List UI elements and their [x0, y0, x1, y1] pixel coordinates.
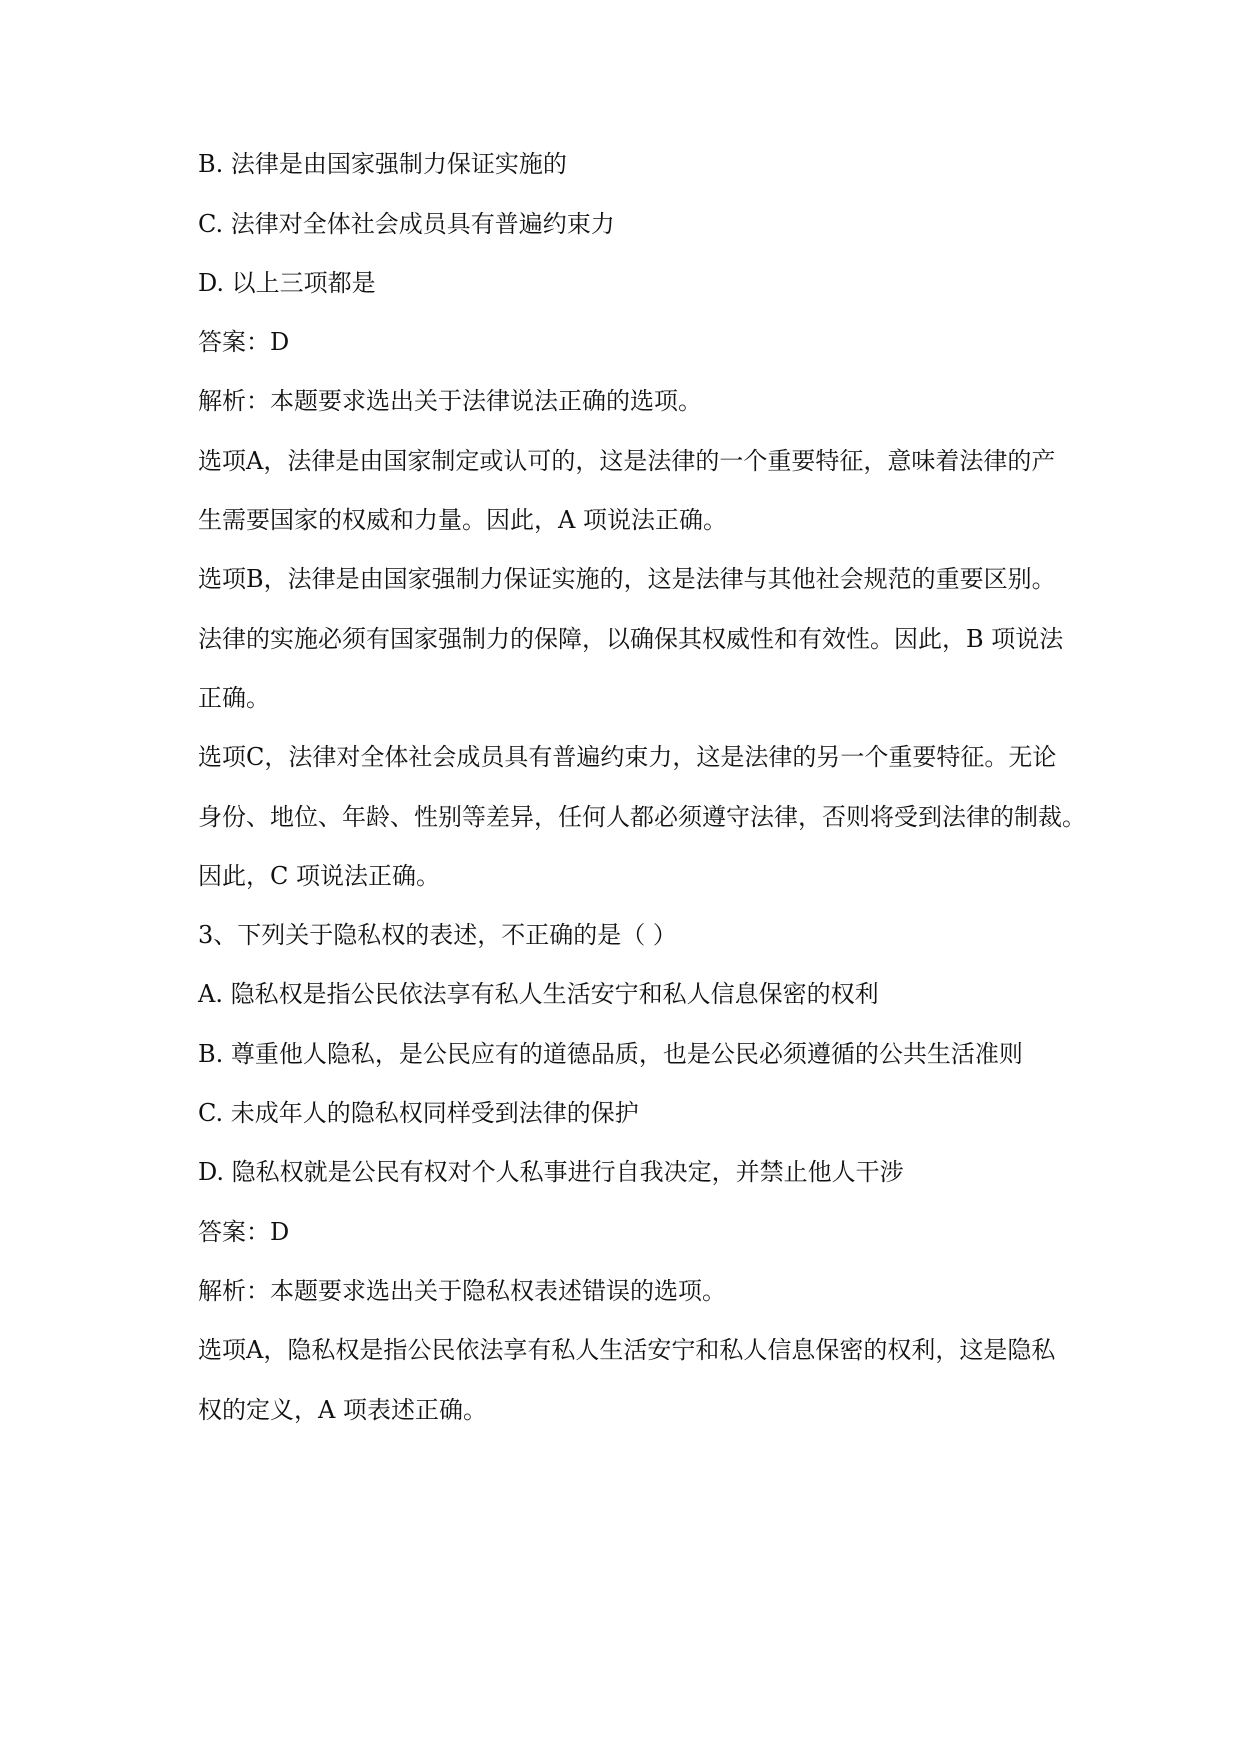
paragraph-line: 选项A，法律是由国家制定或认可的，这是法律的一个重要特征，意味着法律的产: [198, 447, 1056, 475]
option-c-line: C. 未成年人的隐私权同样受到法律的保护: [198, 1099, 639, 1127]
option-c-line: C. 法律对全体社会成员具有普遍约束力: [198, 210, 615, 238]
paragraph-line: 选项B，法律是由国家强制力保证实施的，这是法律与其他社会规范的重要区别。: [198, 565, 1056, 593]
paragraph-line: 法律的实施必须有国家强制力的保障，以确保其权威性和有效性。因此，B 项说法: [198, 625, 1064, 653]
answer-line: 答案：D: [198, 1218, 290, 1246]
paragraph-line: 因此，C 项说法正确。: [198, 862, 440, 890]
answer-line: 答案：D: [198, 328, 290, 356]
option-a-line: A. 隐私权是指公民依法享有私人生活安宁和私人信息保密的权利: [198, 980, 879, 1008]
option-d-line: D. 以上三项都是: [198, 269, 376, 297]
option-d-line: D. 隐私权就是公民有权对个人私事进行自我决定，并禁止他人干涉: [198, 1158, 904, 1186]
option-b-line: B. 尊重他人隐私，是公民应有的道德品质，也是公民必须遵循的公共生活准则: [198, 1040, 1023, 1068]
paragraph-line: 生需要国家的权威和力量。因此，A 项说法正确。: [198, 506, 727, 534]
analysis-line: 解析：本题要求选出关于隐私权表述错误的选项。: [198, 1277, 726, 1305]
paragraph-line: 选项C，法律对全体社会成员具有普遍约束力，这是法律的另一个重要特征。无论: [198, 743, 1057, 771]
paragraph-line: 权的定义，A 项表述正确。: [198, 1396, 487, 1424]
analysis-line: 解析：本题要求选出关于法律说法正确的选项。: [198, 387, 702, 415]
option-b-line: B. 法律是由国家强制力保证实施的: [198, 150, 567, 178]
paragraph-line: 身份、地位、年龄、性别等差异，任何人都必须遵守法律，否则将受到法律的制裁。: [198, 803, 1086, 831]
paragraph-line: 正确。: [198, 684, 270, 712]
question-title: 3、下列关于隐私权的表述，不正确的是（ ）: [198, 921, 677, 949]
paragraph-line: 选项A，隐私权是指公民依法享有私人生活安宁和私人信息保密的权利，这是隐私: [198, 1336, 1056, 1364]
